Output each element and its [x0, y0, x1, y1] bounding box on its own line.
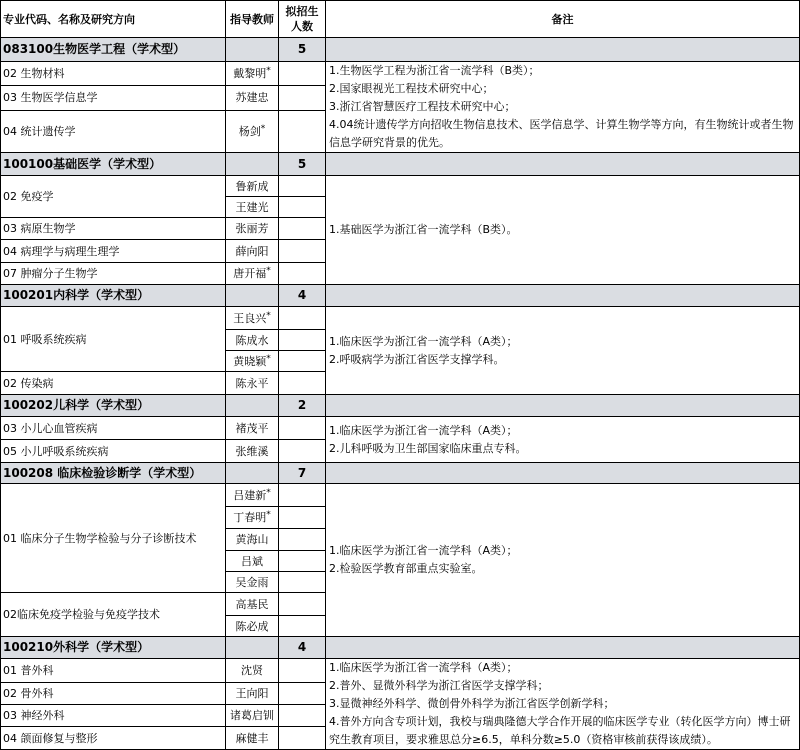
direction-name: 02临床免疫学检验与免疫学技术: [1, 593, 226, 637]
quota-blank: [279, 197, 326, 218]
advisor-name-cell: [226, 705, 279, 727]
section-advisor-blank: [226, 395, 279, 417]
section-notes-blank: [326, 153, 800, 176]
advisor-name: 张丽芳: [235, 222, 269, 235]
direction-name: 04 统计遗传学: [1, 110, 226, 152]
advisor-name: 唐开福: [233, 267, 267, 280]
advisor-star-mark: *: [266, 353, 271, 364]
notes-cell: [326, 176, 800, 285]
advisor-name: 陈必成: [235, 619, 269, 633]
note-line: 1.基础医学为浙江省一流学科（B类）。: [329, 223, 518, 236]
section-title: 100208 临床检验诊断学（学术型）: [1, 463, 226, 484]
notes-cell: [326, 62, 800, 153]
quota-blank: [279, 616, 326, 637]
quota-blank: [279, 110, 326, 152]
quota-blank: [279, 417, 326, 440]
advisor-name: 陈成水: [235, 333, 269, 347]
direction-name: 03 生物医学信息学: [1, 86, 226, 110]
quota-blank: [279, 593, 326, 616]
direction-name: 02 生物材料: [1, 62, 226, 86]
advisor-name: 戴黎明: [233, 67, 267, 81]
advisor-row: [1, 484, 800, 507]
advisor-name-cell: [226, 572, 279, 593]
advisor-star-mark: *: [266, 66, 271, 77]
header-advisor: 指导教师: [226, 1, 279, 38]
quota-blank: [279, 307, 326, 330]
section-notes-blank: [326, 395, 800, 417]
advisor-name-cell: [226, 307, 279, 330]
section-title: 083100生物医学工程（学术型）: [1, 38, 226, 62]
advisor-row: [1, 417, 800, 440]
direction-name: 02 骨外科: [1, 682, 226, 704]
section-quota: 7: [279, 463, 326, 484]
note-line: 2.国家眼视光工程技术研究中心；: [329, 82, 494, 95]
advisor-name: 王良兴: [233, 311, 267, 325]
advisor-star-mark: *: [266, 310, 271, 321]
direction-name: 03 病原生物学: [1, 218, 226, 240]
advisor-name: 沈贤: [241, 663, 263, 677]
quota-blank: [279, 659, 326, 683]
advisor-name-cell: [226, 659, 279, 683]
advisor-name: 麻健丰: [235, 731, 269, 745]
direction-name: 01 普外科: [1, 659, 226, 683]
quota-blank: [279, 572, 326, 593]
advisor-name: 鲁新成: [235, 179, 269, 193]
advisor-name-cell: [226, 417, 279, 440]
note-line: 4.普外方向含专项计划，我校与瑞典隆德大学合作开展的临床医学专业（转化医学方向）博士研究生教育项目，要求雅思总分≥6.5，单科分数≥5.0（资格审核前获得该成绩）。: [329, 715, 791, 746]
note-line: 1.临床医学为浙江省一流学科（A类）；: [329, 334, 518, 348]
section-title: 100201内科学（学术型）: [1, 285, 226, 307]
quota-blank: [279, 705, 326, 727]
quota-blank: [279, 263, 326, 285]
direction-name: 05 小儿呼吸系统疾病: [1, 440, 226, 463]
section-quota: 5: [279, 153, 326, 176]
quota-blank: [279, 218, 326, 240]
section-row: [1, 637, 800, 659]
direction-name: 02 传染病: [1, 372, 226, 395]
direction-name: 01 呼吸系统疾病: [1, 307, 226, 372]
section-advisor-blank: [226, 38, 279, 62]
advisor-name: 丁春明: [233, 511, 267, 524]
section-advisor-blank: [226, 285, 279, 307]
advisor-name-cell: [226, 218, 279, 240]
advisor-name: 诸葛启钏: [230, 709, 274, 723]
advisor-star-mark: *: [266, 487, 271, 498]
advisor-name-cell: [226, 727, 279, 750]
section-quota: 4: [279, 637, 326, 659]
advisor-name: 褚茂平: [235, 421, 269, 435]
section-row: [1, 38, 800, 62]
header-notes: 备注: [326, 1, 800, 38]
section-row: [1, 153, 800, 176]
advisor-name-cell: [226, 593, 279, 616]
advisor-row: [1, 176, 800, 197]
section-notes-blank: [326, 463, 800, 484]
advisor-name: 苏建忠: [235, 91, 269, 105]
direction-name: 03 小儿心血管疾病: [1, 417, 226, 440]
advisor-star-mark: *: [260, 123, 266, 134]
section-quota: 4: [279, 285, 326, 307]
section-quota: 2: [279, 395, 326, 417]
direction-name: 07 肿瘤分子生物学: [1, 263, 226, 285]
quota-blank: [279, 330, 326, 351]
note-line: 2.普外、显微外科学为浙江省医学支撑学科；: [329, 679, 549, 692]
section-title: 100100基础医学（学术型）: [1, 153, 226, 176]
advisor-name-cell: [226, 240, 279, 263]
advisor-name-cell: [226, 529, 279, 551]
advisor-row: [1, 307, 800, 330]
advisor-star-mark: *: [266, 266, 271, 276]
advisor-name-cell: [226, 110, 279, 152]
advisor-name-cell: [226, 86, 279, 110]
quota-blank: [279, 484, 326, 507]
section-quota: 5: [279, 38, 326, 62]
direction-name: 04 病理学与病理生理学: [1, 240, 226, 263]
note-line: 3.浙江省智慧医疗工程技术研究中心；: [329, 100, 516, 113]
header-major: 专业代码、名称及研究方向: [1, 1, 226, 38]
advisor-name-cell: [226, 197, 279, 218]
advisor-name: 黄晓颖: [233, 354, 267, 368]
header-quota-line2: 人数: [291, 20, 313, 33]
advisor-name-cell: [226, 507, 279, 529]
section-advisor-blank: [226, 463, 279, 484]
quota-blank: [279, 351, 326, 372]
advisor-name-cell: [226, 484, 279, 507]
section-notes-blank: [326, 637, 800, 659]
section-row: [1, 285, 800, 307]
notes-cell: [326, 307, 800, 395]
advisor-name: 黄海山: [235, 533, 269, 546]
section-row: [1, 463, 800, 484]
quota-blank: [279, 551, 326, 572]
advisor-name-cell: [226, 682, 279, 704]
advisor-name-cell: [226, 372, 279, 395]
note-line: 2.儿科呼吸为卫生部国家临床重点专科。: [329, 441, 527, 455]
advisor-name: 王向阳: [235, 686, 269, 700]
table-header-row: [1, 1, 800, 38]
quota-blank: [279, 507, 326, 529]
notes-cell: [326, 659, 800, 750]
header-quota: [279, 1, 326, 38]
advisor-row: [1, 659, 800, 683]
note-line: 3.显微神经外科学、微创骨外科学为浙江省医学创新学科；: [329, 697, 615, 710]
direction-name: 04 颌面修复与整形: [1, 727, 226, 750]
note-line: 1.生物医学工程为浙江省一流学科（B类）；: [329, 64, 540, 77]
advisor-name-cell: [226, 551, 279, 572]
advisor-row: [1, 62, 800, 86]
quota-blank: [279, 240, 326, 263]
quota-blank: [279, 372, 326, 395]
header-quota-line1: 拟招生: [285, 5, 319, 18]
section-row: [1, 395, 800, 417]
advisor-name-cell: [226, 62, 279, 86]
advisor-name: 薛向阳: [235, 244, 269, 258]
advisor-name-cell: [226, 176, 279, 197]
advisor-name-cell: [226, 263, 279, 285]
quota-blank: [279, 529, 326, 551]
advisor-name: 吕建新: [233, 488, 267, 502]
direction-name: 02 免疫学: [1, 176, 226, 218]
quota-blank: [279, 62, 326, 86]
note-line: 1.临床医学为浙江省一流学科（A类）；: [329, 544, 518, 557]
section-advisor-blank: [226, 153, 279, 176]
advisor-name: 王建光: [235, 200, 269, 214]
section-title: 100210外科学（学术型）: [1, 637, 226, 659]
advisor-name-cell: [226, 616, 279, 637]
direction-name: 03 神经外科: [1, 705, 226, 727]
notes-cell: [326, 417, 800, 463]
quota-blank: [279, 440, 326, 463]
quota-blank: [279, 727, 326, 750]
advisor-star-mark: *: [266, 510, 271, 520]
section-advisor-blank: [226, 637, 279, 659]
quota-blank: [279, 86, 326, 110]
advisor-name: 陈永平: [235, 376, 269, 390]
direction-name: 01 临床分子生物学检验与分子诊断技术: [1, 484, 226, 593]
advisor-name: 杨剑: [238, 124, 261, 138]
advisor-name: 张维溪: [235, 444, 269, 458]
advisor-name-cell: [226, 440, 279, 463]
note-line: 1.临床医学为浙江省一流学科（A类）；: [329, 661, 518, 674]
note-line: 1.临床医学为浙江省一流学科（A类）；: [329, 423, 518, 437]
note-line: 2.呼吸病学为浙江省医学支撑学科。: [329, 352, 505, 366]
notes-cell: [326, 484, 800, 637]
section-notes-blank: [326, 38, 800, 62]
section-title: 100202儿科学（学术型）: [1, 395, 226, 417]
note-line: 2.检验医学教育部重点实验室。: [329, 562, 483, 575]
advisor-name-cell: [226, 351, 279, 372]
advisor-name: 吴金雨: [235, 575, 269, 589]
note-line: 4.04统计遗传学方向招收生物信息技术、医学信息学、计算生物学等方向，有生物统计或者生物信息学研究背景的优先。: [329, 118, 794, 149]
section-notes-blank: [326, 285, 800, 307]
advisor-name: 高基民: [235, 597, 269, 611]
advisor-name-cell: [226, 330, 279, 351]
advisor-name: 吕斌: [241, 554, 263, 568]
quota-blank: [279, 176, 326, 197]
quota-blank: [279, 682, 326, 704]
